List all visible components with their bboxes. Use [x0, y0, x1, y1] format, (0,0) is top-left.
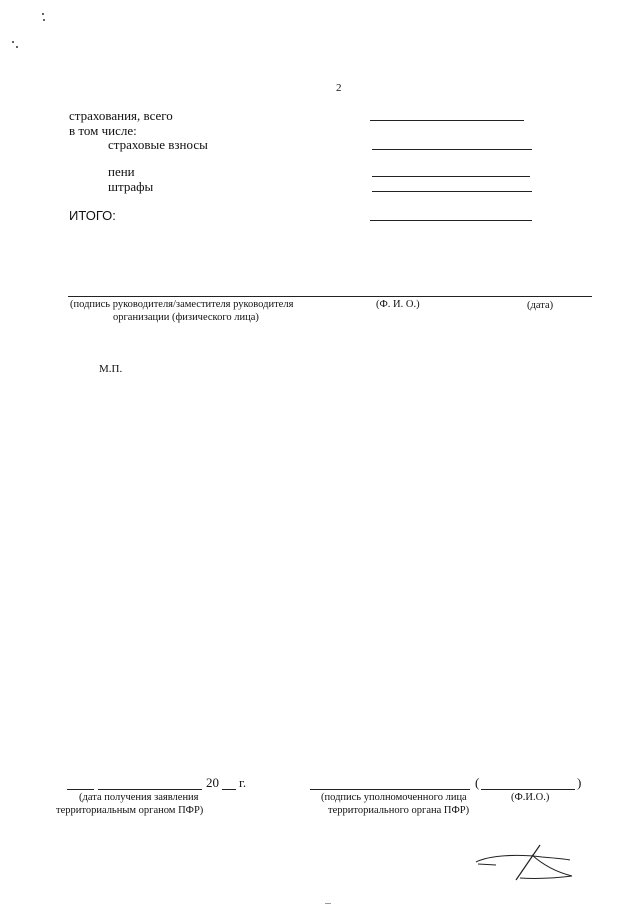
total-field[interactable] — [370, 220, 532, 221]
scan-speck — [42, 13, 44, 15]
insurance-total-field[interactable] — [370, 120, 524, 121]
page-number: 2 — [336, 82, 342, 94]
date-label: (дата) — [527, 300, 554, 311]
receipt-date-line-short[interactable] — [67, 789, 94, 790]
official-fio-line[interactable] — [481, 789, 575, 790]
scan-speck — [16, 46, 18, 48]
year-prefix: 20 — [206, 775, 219, 790]
official-signature-line[interactable] — [310, 789, 470, 790]
penalties-field[interactable] — [372, 176, 530, 177]
year-suffix: г. — [239, 775, 247, 790]
close-paren: ) — [577, 775, 582, 790]
contributions-field[interactable] — [372, 149, 532, 150]
fines-label: штрафы — [108, 179, 154, 194]
insurance-total-label: страхования, всего — [69, 108, 173, 123]
penalties-label: пени — [108, 164, 135, 179]
stamp-label: М.П. — [99, 363, 123, 375]
official-fio-label: (Ф.И.О.) — [511, 792, 550, 803]
pfr-body-label: территориальным органом ПФР) — [56, 805, 204, 816]
official-body-label: территориального органа ПФР) — [328, 805, 470, 816]
organization-label: организации (физического лица) — [113, 312, 259, 323]
contributions-label: страховые взносы — [108, 137, 208, 152]
fio-label: (Ф. И. О.) — [376, 299, 420, 310]
total-label: ИТОГО: — [69, 208, 116, 223]
handwritten-signature-icon — [470, 842, 580, 884]
received-date-label: (дата получения заявления — [79, 792, 199, 803]
head-signature-label: (подпись руководителя/заместителя руководителя — [70, 299, 294, 310]
open-paren: ( — [475, 775, 480, 790]
signature-line[interactable] — [68, 296, 592, 297]
scan-speck — [12, 41, 14, 43]
bottom-scan-mark — [325, 903, 331, 904]
including-label: в том числе: — [69, 123, 137, 138]
official-signature-label: (подпись уполномоченного лица — [321, 792, 467, 803]
receipt-date-line[interactable] — [98, 789, 202, 790]
fines-field[interactable] — [372, 191, 532, 192]
year-field[interactable] — [222, 789, 236, 790]
scan-speck — [43, 19, 45, 21]
